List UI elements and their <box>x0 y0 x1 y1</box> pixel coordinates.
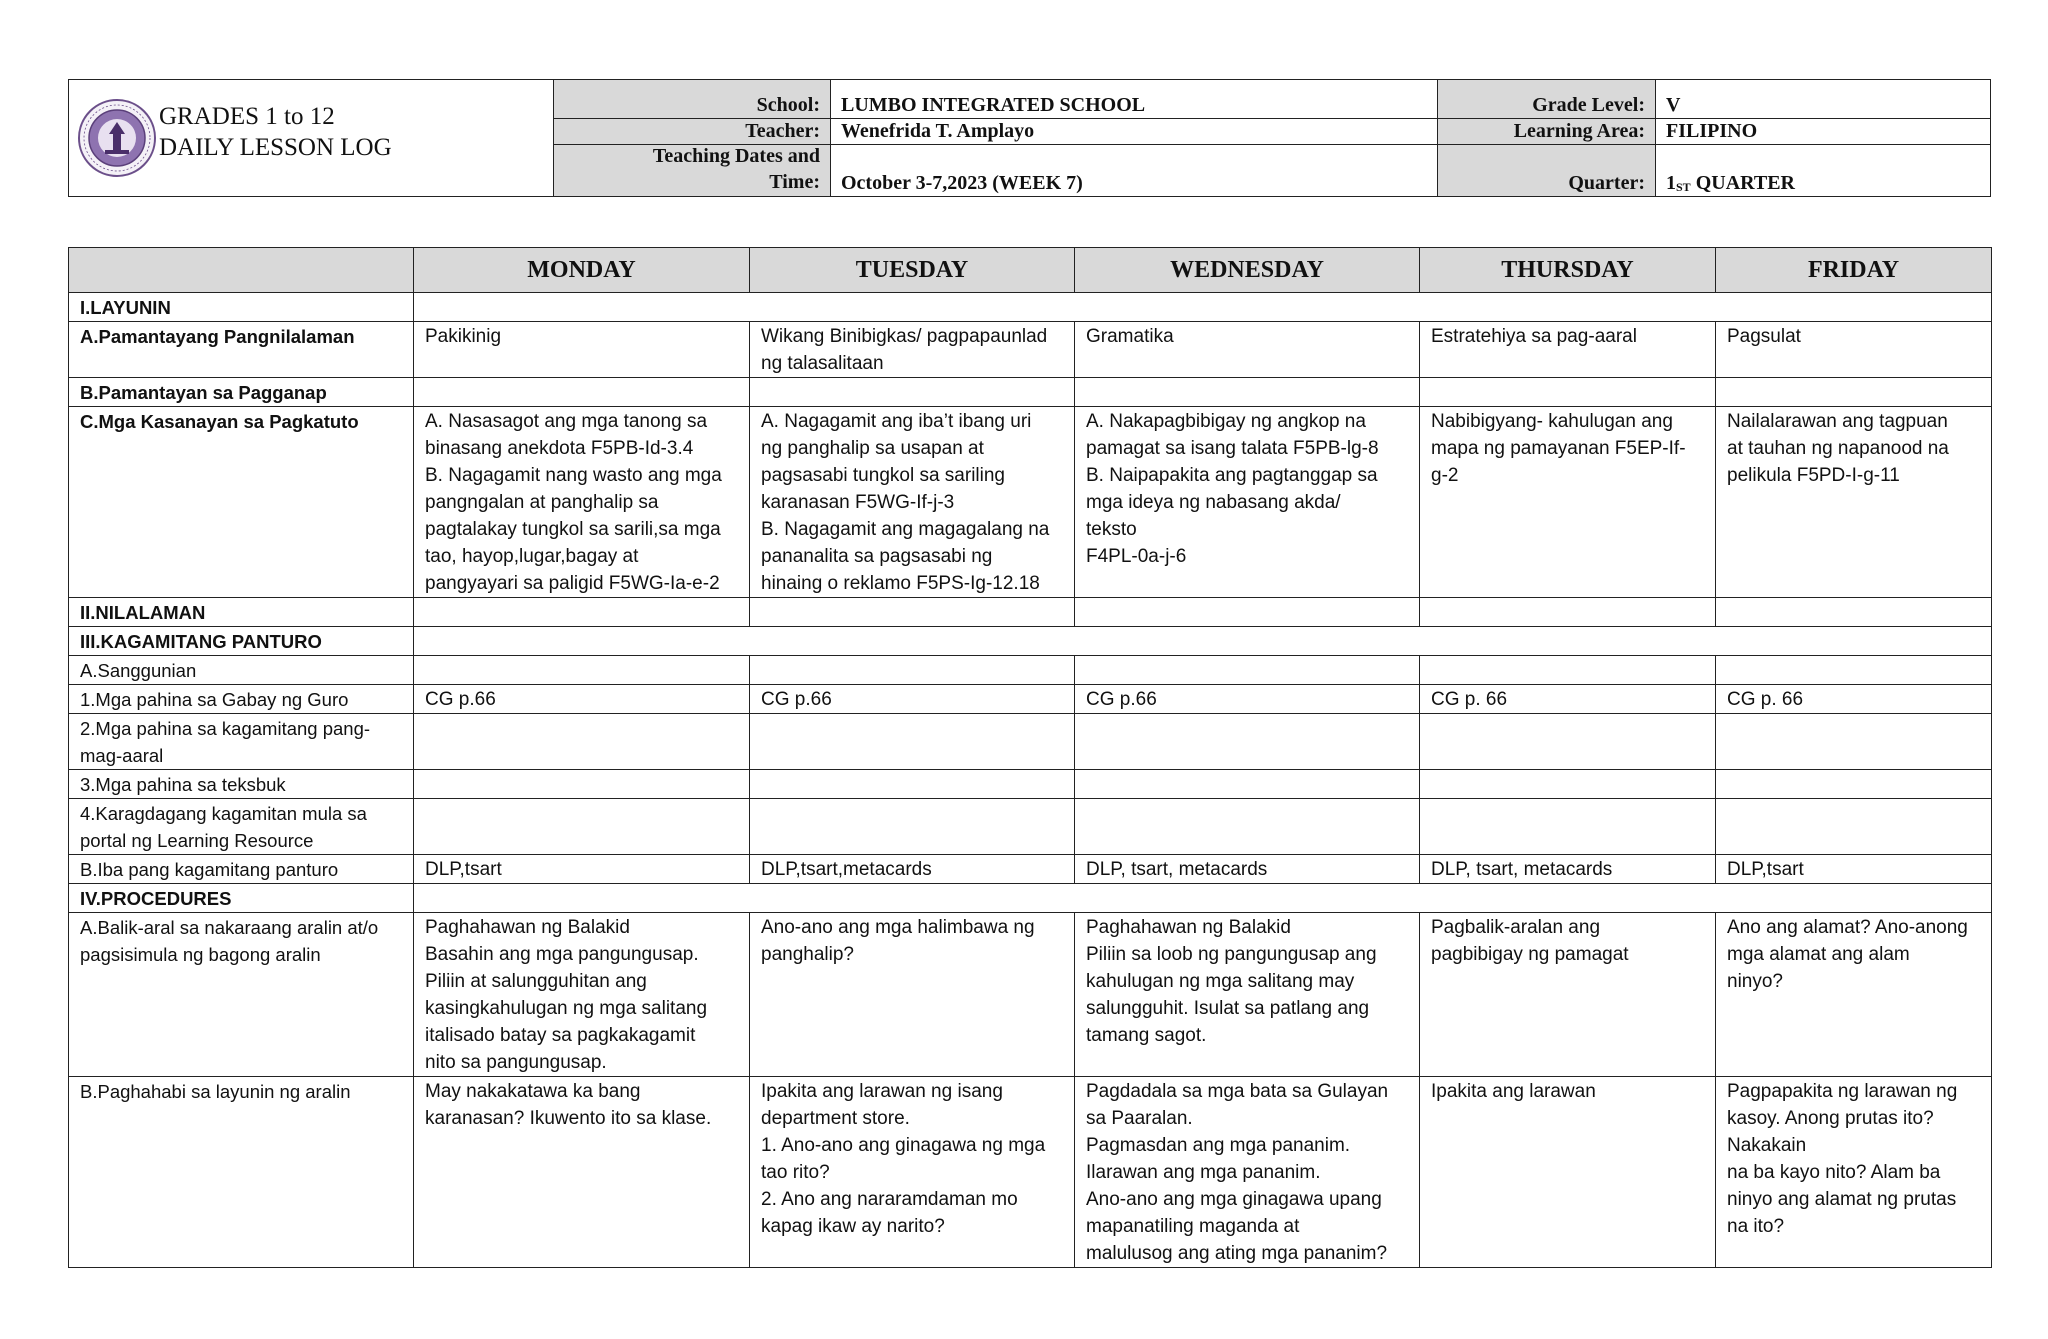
header-title-block <box>69 80 554 196</box>
table-row <box>69 799 1992 855</box>
cell-monday: May nakakatawa ka bang karanasan? Ikuwento ito sa klase. <box>414 1077 750 1268</box>
learning-area-value: FILIPINO <box>1655 119 1990 145</box>
title-line-2: DAILY LESSON LOG <box>159 134 392 161</box>
cell-monday <box>414 770 750 799</box>
row-label-a-sanggunian: A.Sanggunian <box>69 656 414 685</box>
cell-wednesday: Pagdadala sa mga bata sa Gulayan sa Paaralan. Pagmasdan ang mga pananim. Ilarawan ang mga pananim. Ano-ano ang mga ginagawa upang mapanatiling maganda at malulusog ang ating mga pananim? <box>1075 1077 1420 1268</box>
learning-area-label: Learning Area: <box>1437 119 1655 145</box>
cell-friday: Pagsulat <box>1716 322 1992 378</box>
row-label-b-paghahabi-sa-layunin-ng-aralin: B.Paghahabi sa layunin ng aralin <box>69 1077 414 1268</box>
lesson-plan-table <box>68 247 1992 1268</box>
cell-tuesday <box>750 656 1075 685</box>
cell-friday: Ano ang alamat? Ano-anong mga alamat ang alam ninyo? <box>1716 913 1992 1077</box>
cell-thursday <box>1420 598 1716 627</box>
cell-thursday <box>1420 656 1716 685</box>
title-line-1: GRADES 1 to 12 <box>159 103 335 130</box>
row-label-a-pamantayang-pangnilalaman: A.Pamantayang Pangnilalaman <box>69 322 414 378</box>
cell-thursday <box>1420 799 1716 855</box>
cell-tuesday: Ano-ano ang mga halimbawa ng panghalip? <box>750 913 1075 1077</box>
cell-wednesday: Paghahawan ng Balakid Piliin sa loob ng pangungusap ang kahulugan ng mga salitang may salungguhit. Isulat sa patlang ang tamang sagot. <box>1075 913 1420 1077</box>
cell-wednesday <box>1075 656 1420 685</box>
day-header-row <box>69 248 1992 293</box>
quarter-value <box>1655 145 1990 196</box>
cell-friday: CG p. 66 <box>1716 685 1992 714</box>
table-row <box>69 293 1992 322</box>
grade-level-label: Grade Level: <box>1437 80 1655 119</box>
cell-thursday: CG p. 66 <box>1420 685 1716 714</box>
table-row <box>69 855 1992 884</box>
day-header-friday: FRIDAY <box>1716 248 1992 293</box>
row-label-ii-nilalaman: II.NILALAMAN <box>69 598 414 627</box>
cell-wednesday <box>1075 714 1420 770</box>
lesson-log-header <box>68 79 1991 197</box>
table-row <box>69 378 1992 407</box>
cell-thursday <box>1420 770 1716 799</box>
day-header-wednesday: WEDNESDAY <box>1075 248 1420 293</box>
cell-wednesday <box>1075 770 1420 799</box>
deped-seal-icon <box>77 98 157 178</box>
cell-tuesday <box>750 799 1075 855</box>
cell-friday <box>1716 598 1992 627</box>
quarter-label: Quarter: <box>1437 145 1655 196</box>
cell-thursday: Pagbalik-aralan ang pagbibigay ng pamagat <box>1420 913 1716 1077</box>
cell-thursday: Estratehiya sa pag-aaral <box>1420 322 1716 378</box>
school-label: School: <box>554 80 830 119</box>
table-row <box>69 714 1992 770</box>
quarter-word: QUARTER <box>1690 172 1795 194</box>
row-label-4-karagdagang-kagamitan-mula-sa-portal-ng-learning-resource: 4.Karagdagang kagamitan mula sa portal ng Learning Resource <box>69 799 414 855</box>
table-row <box>69 1077 1992 1268</box>
section-spacer-cell <box>414 627 1992 656</box>
quarter-suffix: ST <box>1676 180 1691 194</box>
table-row <box>69 884 1992 913</box>
cell-thursday: Nabibigyang- kahulugan ang mapa ng pamayanan F5EP-If- g-2 <box>1420 407 1716 598</box>
teaching-dates-label <box>554 145 830 196</box>
cell-monday <box>414 799 750 855</box>
table-row <box>69 627 1992 656</box>
table-row <box>69 407 1992 598</box>
section-spacer-cell <box>414 884 1992 913</box>
teacher-value: Wenefrida T. Amplayo <box>830 119 1437 145</box>
day-header-monday: MONDAY <box>414 248 750 293</box>
table-row <box>69 770 1992 799</box>
cell-tuesday <box>750 378 1075 407</box>
table-row <box>69 685 1992 714</box>
cell-tuesday: A. Nagagamit ang iba’t ibang uri ng panghalip sa usapan at pagsasabi tungkol sa sariling karanasan F5WG-If-j-3 B. Nagagamit ang magagalang na pananalita sa pagsasabi ng hinaing o reklamo F5PS-Ig-12.18 <box>750 407 1075 598</box>
cell-monday: Paghahawan ng Balakid Basahin ang mga pangungusap. Piliin at salungguhitan ang kasingkahulugan ng mga salitang italisado batay sa pagkakagamit nito sa pangungusap. <box>414 913 750 1077</box>
cell-friday <box>1716 378 1992 407</box>
day-header-tuesday: TUESDAY <box>750 248 1075 293</box>
teaching-dates-value: October 3-7,2023 (WEEK 7) <box>830 145 1437 196</box>
cell-tuesday: CG p.66 <box>750 685 1075 714</box>
cell-tuesday <box>750 714 1075 770</box>
section-spacer-cell <box>414 293 1992 322</box>
row-label-iv-procedures: IV.PROCEDURES <box>69 884 414 913</box>
cell-monday: A. Nasasagot ang mga tanong sa binasang anekdota F5PB-Id-3.4 B. Nagagamit nang wasto ang mga pangngalan at panghalip sa pagtalakay tungkol sa sarili,sa mga tao, hayop,lugar,bagay at pangyayari sa paligid F5WG-Ia-e-2 <box>414 407 750 598</box>
cell-thursday <box>1420 378 1716 407</box>
cell-wednesday: DLP, tsart, metacards <box>1075 855 1420 884</box>
cell-monday: DLP,tsart <box>414 855 750 884</box>
teaching-dates-label-line2: Time: <box>769 171 820 193</box>
corner-header-cell <box>69 248 414 293</box>
cell-wednesday <box>1075 799 1420 855</box>
teaching-dates-label-line1: Teaching Dates and <box>652 145 820 167</box>
row-label-2-mga-pahina-sa-kagamitang-pang-mag-aaral: 2.Mga pahina sa kagamitang pang- mag-aaral <box>69 714 414 770</box>
cell-thursday: Ipakita ang larawan <box>1420 1077 1716 1268</box>
table-row <box>69 598 1992 627</box>
row-label-b-iba-pang-kagamitang-panturo: B.Iba pang kagamitang panturo <box>69 855 414 884</box>
cell-friday <box>1716 714 1992 770</box>
school-value: LUMBO INTEGRATED SCHOOL <box>830 80 1437 119</box>
header-info-grid <box>554 80 1990 196</box>
row-label-b-pamantayan-sa-pagganap: B.Pamantayan sa Pagganap <box>69 378 414 407</box>
table-row <box>69 913 1992 1077</box>
cell-tuesday <box>750 598 1075 627</box>
row-label-iii-kagamitang-panturo: III.KAGAMITANG PANTURO <box>69 627 414 656</box>
table-row <box>69 322 1992 378</box>
lesson-plan-body <box>69 293 1992 1268</box>
cell-tuesday: Wikang Binibigkas/ pagpapaunlad ng talasalitaan <box>750 322 1075 378</box>
document-title <box>159 101 392 163</box>
cell-wednesday <box>1075 598 1420 627</box>
cell-monday <box>414 378 750 407</box>
day-header-thursday: THURSDAY <box>1420 248 1716 293</box>
row-label-1-mga-pahina-sa-gabay-ng-guro: 1.Mga pahina sa Gabay ng Guro <box>69 685 414 714</box>
row-label-a-balik-aral-sa-nakaraang-aralin-at-o-pagsisimula-ng-bagong-aralin: A.Balik-aral sa nakaraang aralin at/o pagsisimula ng bagong aralin <box>69 913 414 1077</box>
row-label-i-layunin: I.LAYUNIN <box>69 293 414 322</box>
cell-monday <box>414 656 750 685</box>
cell-tuesday: DLP,tsart,metacards <box>750 855 1075 884</box>
cell-wednesday: CG p.66 <box>1075 685 1420 714</box>
cell-monday <box>414 714 750 770</box>
cell-friday: Pagpapakita ng larawan ng kasoy. Anong prutas ito? Nakakain na ba kayo nito? Alam ba ninyo ang alamat ng prutas na ito? <box>1716 1077 1992 1268</box>
table-row <box>69 656 1992 685</box>
row-label-3-mga-pahina-sa-teksbuk: 3.Mga pahina sa teksbuk <box>69 770 414 799</box>
row-label-c-mga-kasanayan-sa-pagkatuto: C.Mga Kasanayan sa Pagkatuto <box>69 407 414 598</box>
cell-monday: CG p.66 <box>414 685 750 714</box>
cell-friday: DLP,tsart <box>1716 855 1992 884</box>
cell-friday <box>1716 770 1992 799</box>
cell-wednesday: A. Nakapagbibigay ng angkop na pamagat sa isang talata F5PB-lg-8 B. Naipapakita ang pagtanggap sa mga ideya ng nabasang akda/ teksto F4PL-0a-j-6 <box>1075 407 1420 598</box>
cell-friday: Nailalarawan ang tagpuan at tauhan ng napanood na pelikula F5PD-I-g-11 <box>1716 407 1992 598</box>
cell-friday <box>1716 799 1992 855</box>
cell-thursday <box>1420 714 1716 770</box>
grade-level-value: V <box>1655 80 1990 119</box>
quarter-number: 1 <box>1666 172 1676 194</box>
cell-tuesday <box>750 770 1075 799</box>
cell-friday <box>1716 656 1992 685</box>
cell-thursday: DLP, tsart, metacards <box>1420 855 1716 884</box>
cell-wednesday: Gramatika <box>1075 322 1420 378</box>
cell-wednesday <box>1075 378 1420 407</box>
cell-tuesday: Ipakita ang larawan ng isang department store. 1. Ano-ano ang ginagawa ng mga tao rito? 2. Ano ang nararamdaman mo kapag ikaw ay narito? <box>750 1077 1075 1268</box>
cell-monday: Pakikinig <box>414 322 750 378</box>
cell-monday <box>414 598 750 627</box>
teacher-label: Teacher: <box>554 119 830 145</box>
